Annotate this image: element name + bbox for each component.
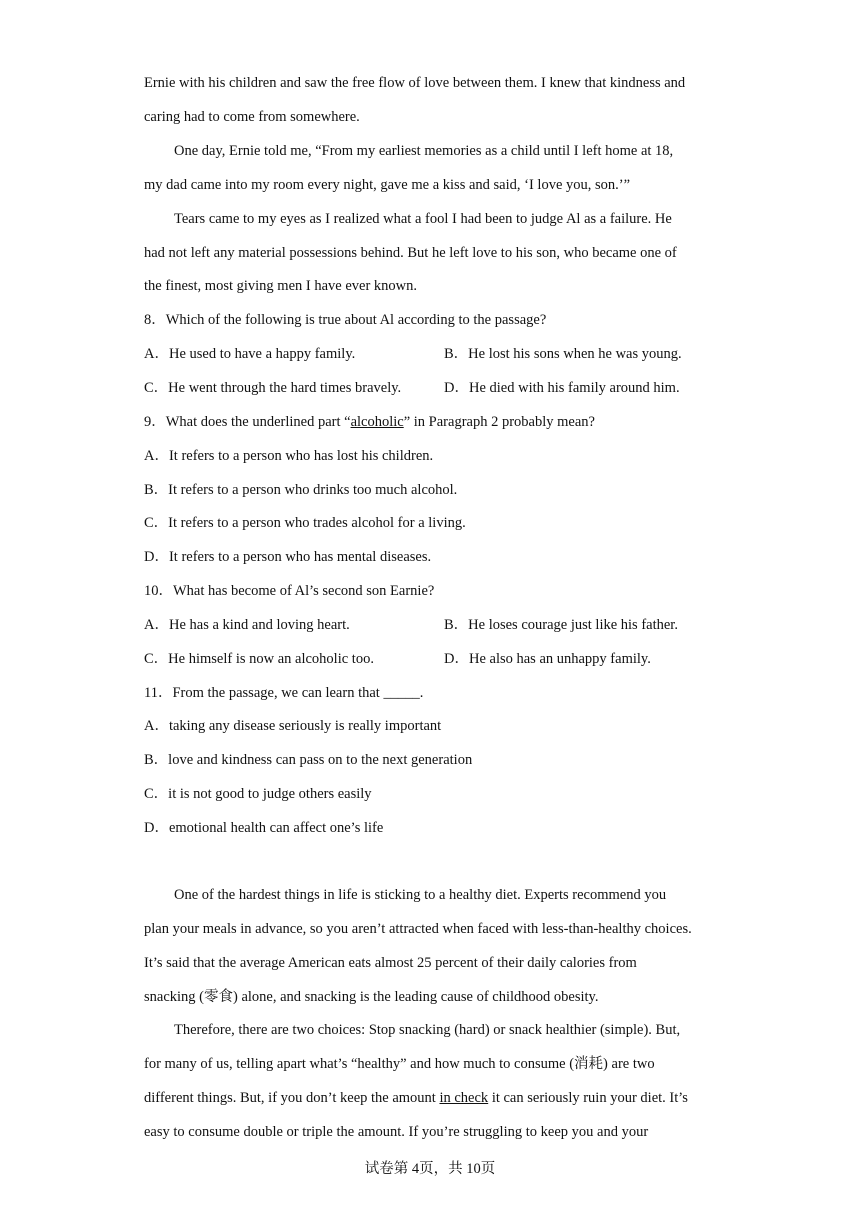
question-8-stem: 8．Which of the following is true about Al according to the passage?	[144, 312, 547, 328]
passage-line: One of the hardest things in life is sticking to a healthy diet. Experts recommend you	[174, 887, 667, 903]
passage-line: my dad came into my room every night, gave me a kiss and said, ‘I love you, son.’”	[144, 177, 631, 193]
question-9-option-b: B．It refers to a person who drinks too much alcohol.	[144, 482, 458, 498]
passage-line: had not left any material possessions behind. But he left love to his son, who became one of	[144, 245, 677, 261]
question-8-option-a: A．He used to have a happy family.	[144, 346, 356, 362]
question-11-stem: 11．From the passage, we can learn that _____.	[144, 685, 424, 701]
underlined-word: alcoholic	[350, 414, 404, 430]
passage-line: snacking (零食) alone, and snacking is the leading cause of childhood obesity.	[144, 989, 599, 1005]
passage-line: Ernie with his children and saw the free flow of love between them. I knew that kindness and	[144, 75, 686, 91]
question-10-option-c: C．He himself is now an alcoholic too.	[144, 651, 374, 667]
question-9-option-a: A．It refers to a person who has lost his children.	[144, 448, 434, 464]
passage-line: the finest, most giving men I have ever known.	[144, 278, 418, 294]
question-8-option-c: C．He went through the hard times bravely.	[144, 380, 402, 396]
passage-line: for many of us, telling apart what’s “healthy” and how much to consume (消耗) are two	[144, 1056, 655, 1072]
question-11-option-b: B．love and kindness can pass on to the next generation	[144, 752, 473, 768]
passage-line: Therefore, there are two choices: Stop snacking (hard) or snack healthier (simple). But,	[174, 1022, 681, 1038]
question-9-stem-start: 9．What does the underlined part “	[144, 414, 351, 430]
underlined-phrase: in check	[439, 1090, 489, 1106]
passage-line: It’s said that the average American eats almost 25 percent of their daily calories from	[144, 955, 637, 971]
question-10-option-b: B．He loses courage just like his father.	[444, 617, 678, 633]
passage-line: plan your meals in advance, so you aren’t attracted when faced with less-than-healthy choices.	[144, 921, 692, 937]
question-10-stem: 10．What has become of Al’s second son Earnie?	[144, 583, 435, 599]
passage-line: One day, Ernie told me, “From my earliest memories as a child until I left home at 18,	[174, 143, 674, 159]
passage-text: different things. But, if you don’t keep the amount	[144, 1090, 440, 1106]
page-footer: 试卷第 4页，共 10页	[364, 1161, 496, 1177]
question-11-option-c: C．it is not good to judge others easily	[144, 786, 372, 802]
question-9-stem-end: ” in Paragraph 2 probably mean?	[403, 414, 595, 430]
question-11-option-a: A．taking any disease seriously is really important	[144, 718, 442, 734]
passage-line: caring had to come from somewhere.	[144, 109, 360, 125]
question-9-option-d: D．It refers to a person who has mental diseases.	[144, 549, 432, 565]
question-9-stem	[144, 412, 595, 432]
question-10-option-d: D．He also has an unhappy family.	[444, 651, 651, 667]
question-9-option-c: C．It refers to a person who trades alcohol for a living.	[144, 515, 466, 531]
question-10-option-a: A．He has a kind and loving heart.	[144, 617, 350, 633]
question-8-option-d: D．He died with his family around him.	[444, 380, 680, 396]
passage-line	[144, 1088, 688, 1108]
passage-text: it can seriously ruin your diet. It’s	[488, 1090, 688, 1106]
passage-line: easy to consume double or triple the amount. If you’re struggling to keep you and your	[144, 1124, 649, 1140]
passage-line: Tears came to my eyes as I realized what a fool I had been to judge Al as a failure. He	[174, 211, 672, 227]
question-11-option-d: D．emotional health can affect one’s life	[144, 820, 384, 836]
question-8-option-b: B．He lost his sons when he was young.	[444, 346, 682, 362]
